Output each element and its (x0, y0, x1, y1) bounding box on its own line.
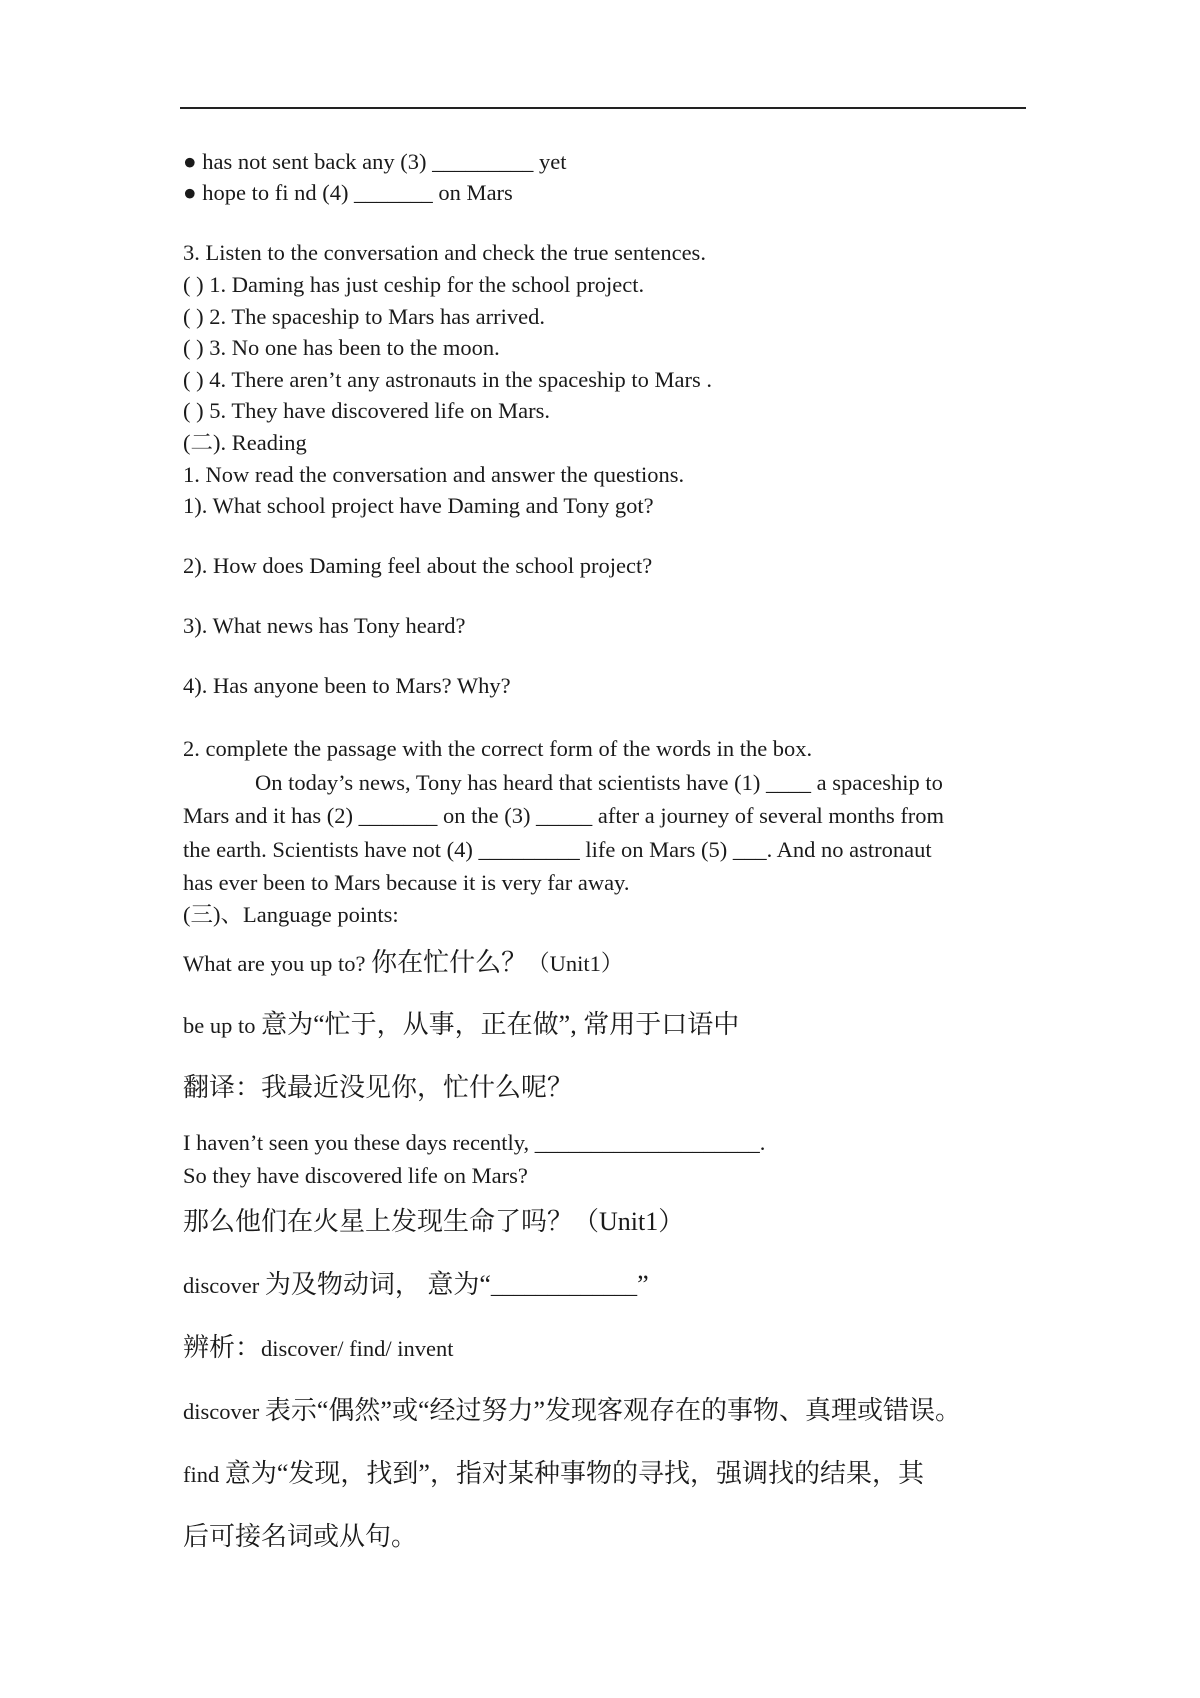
check-item-3: ( ) 3. No one has been to the moon. (183, 335, 500, 360)
find-usage-continued: 后可接名词或从句。 (183, 1522, 418, 1551)
reading-task-2: 2. complete the passage with the correct form of the words in the box. (183, 736, 813, 761)
passage-line-2: Mars and it has (2) _______ on the (3) _____ after a journey of several months from (183, 803, 945, 828)
be-up-to-meaning: 意为“忙于，从事，正在做”, 常用于口语中 (261, 1010, 740, 1039)
be-up-to-note (183, 1010, 739, 1041)
translation-sentence: I haven’t seen you these days recently, ____________________. (183, 1130, 766, 1155)
exercise-3-heading: 3. Listen to the conversation and check the true sentences. (183, 240, 706, 265)
discover-note (183, 1270, 649, 1301)
question-2: 2). How does Daming feel about the school project? (183, 553, 653, 578)
lp1-english: What are you up to? (183, 951, 372, 976)
find-usage-text: 意为“发现，找到”，指对某种事物的寻找，强调找的结果，其 (224, 1459, 924, 1488)
lp1-chinese: 你在忙什么？ (371, 948, 528, 977)
find-usage (183, 1459, 924, 1490)
discover-blank: _____________ (490, 1273, 638, 1298)
bullet-line-3: ● has not sent back any (3) _________ yet (183, 149, 567, 174)
passage-line-1: On today’s news, Tony has heard that scientists have (1) ____ a spaceship to (255, 770, 943, 795)
distinction-words: discover/ find/ invent (261, 1336, 454, 1361)
language-point-1 (183, 948, 623, 979)
bullet-line-4: ● hope to fi nd (4) _______ on Mars (183, 180, 513, 205)
discover-usage-text: 表示“偶然”或“经过努力”发现客观存在的事物、真理或错误。 (264, 1396, 962, 1425)
check-item-2: ( ) 2. The spaceship to Mars has arrived. (183, 304, 545, 329)
discover-meaning: 为及物动词， 意为“ (264, 1270, 491, 1299)
find-usage-term: find (183, 1462, 225, 1487)
reading-heading: (二). Reading (183, 430, 307, 455)
passage-line-3: the earth. Scientists have not (4) _________ life on Mars (5) ___. And no astronaut (183, 837, 932, 862)
discover-usage (183, 1396, 961, 1427)
check-item-1: ( ) 1. Daming has just ceship for the school project. (183, 272, 645, 297)
discover-quote-close: ” (637, 1270, 649, 1299)
question-1: 1). What school project have Daming and Tony got? (183, 493, 654, 518)
question-3: 3). What news has Tony heard? (183, 613, 466, 638)
translation-prompt: 翻译：我最近没见你，忙什么呢？ (183, 1073, 574, 1102)
distinction-label: 辨析： (183, 1333, 262, 1362)
discover-term: discover (183, 1273, 265, 1298)
question-4: 4). Has anyone been to Mars? Why? (183, 673, 511, 698)
header-rule (180, 107, 1026, 109)
lp1-unit: （Unit1） (527, 951, 624, 976)
check-item-5: ( ) 5. They have discovered life on Mars. (183, 398, 550, 423)
language-point-2: So they have discovered life on Mars? (183, 1163, 528, 1188)
language-points-heading: (三)、Language points: (183, 902, 399, 927)
check-item-4: ( ) 4. There aren’t any astronauts in the spaceship to Mars . (183, 367, 713, 392)
language-point-2-chinese: 那么他们在火星上发现生命了吗？（Unit1） (183, 1207, 685, 1236)
distinction-heading (183, 1333, 453, 1364)
reading-task-1: 1. Now read the conversation and answer the questions. (183, 462, 685, 487)
discover-usage-term: discover (183, 1399, 265, 1424)
passage-line-4: has ever been to Mars because it is very far away. (183, 870, 630, 895)
be-up-to-term: be up to (183, 1013, 262, 1038)
